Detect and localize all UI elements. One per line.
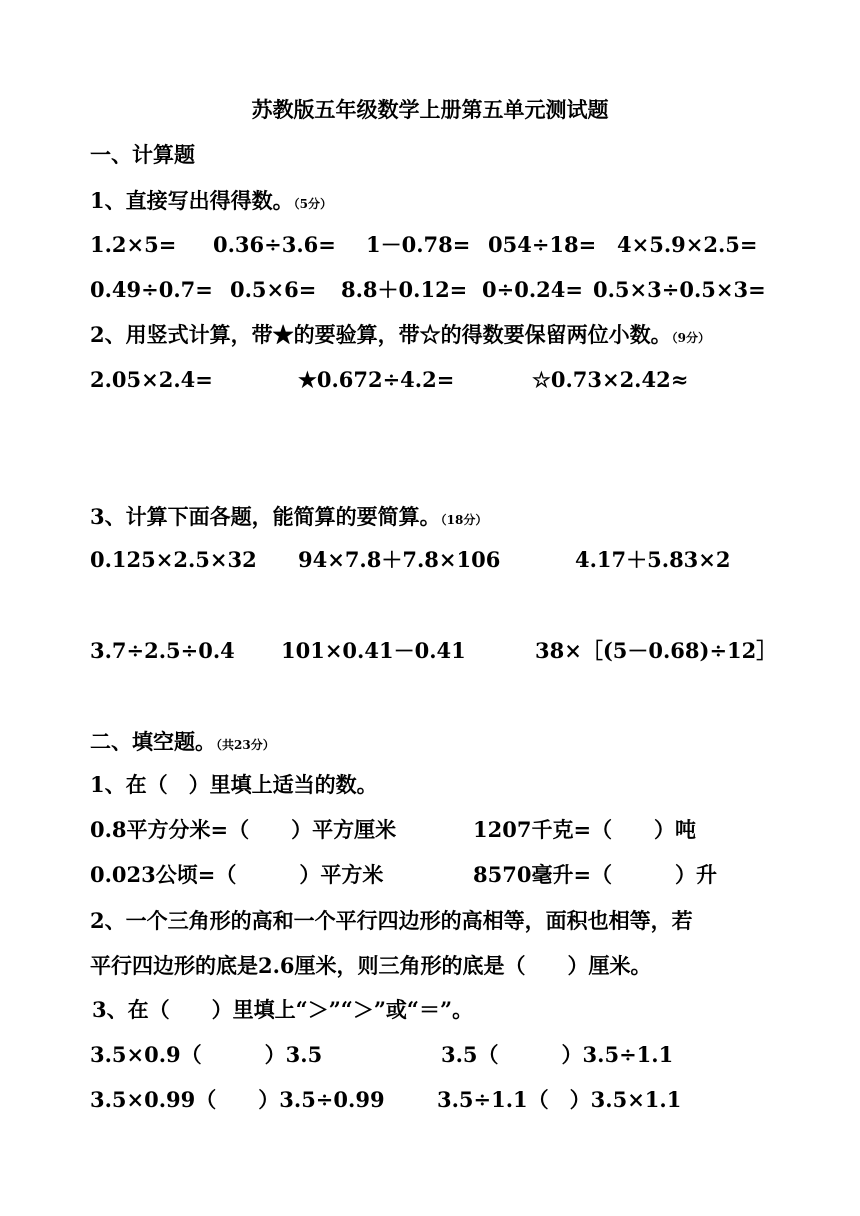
q2-score: （9分） <box>671 331 710 345</box>
s2-q1-item: 0.8平方分米=（ ）平方厘米 <box>90 817 397 842</box>
page-title: 苏教版五年级数学上册第五单元测试题 <box>251 97 609 122</box>
section1-heading: 一、计算题 <box>90 142 195 167</box>
q3-item: 38×［(5－0.68)÷12］ <box>535 638 778 663</box>
q1-item: 0.5×6= <box>230 277 317 302</box>
q3-item: 4.17＋5.83×2 <box>575 547 731 572</box>
s2-q1-item: 1207千克=（ ）吨 <box>473 817 697 842</box>
q3-label: 3、计算下面各题，能简算的要简算。 <box>90 504 441 529</box>
q3-item: 0.125×2.5×32 <box>90 547 257 572</box>
q1-item: 0.36÷3.6= <box>213 232 336 257</box>
q1-item: 054÷18= <box>488 232 597 257</box>
s2-q1-label: 1、在（ ）里填上适当的数。 <box>90 772 378 797</box>
q2-item: ★0.672÷4.2= <box>298 367 455 392</box>
q1-label: 1、直接写出得得数。 <box>90 188 294 213</box>
q1-item: 1.2×5= <box>90 232 177 257</box>
section2-heading: 二、填空题。 <box>90 729 216 754</box>
s2-q3-label: 3、在（ ）里填上“＞”“＞”或“＝”。 <box>92 997 474 1022</box>
s2-q2-line2: 平行四边形的底是2.6厘米，则三角形的底是（ ）厘米。 <box>90 953 652 978</box>
q3-label-line <box>90 505 487 532</box>
s2-q3-item: 3.5×0.99（ ）3.5÷0.99 <box>90 1087 385 1112</box>
q1-item: 0.49÷0.7= <box>90 277 213 302</box>
q1-item: 4×5.9×2.5= <box>617 232 758 257</box>
q1-label-line <box>90 189 332 216</box>
s2-q3-item: 3.5÷1.1（ ）3.5×1.1 <box>437 1087 682 1112</box>
q1-item: 0.5×3÷0.5×3= <box>593 277 766 302</box>
s2-q2-line1: 2、一个三角形的高和一个平行四边形的高相等，面积也相等，若 <box>90 908 693 933</box>
q1-item: 0÷0.24= <box>482 277 583 302</box>
s2-q3-item: 3.5×0.9（ ）3.5 <box>90 1042 323 1067</box>
q3-score: （18分） <box>440 513 488 527</box>
q3-item: 94×7.8＋7.8×106 <box>298 547 501 572</box>
q1-item: 8.8＋0.12= <box>341 277 468 302</box>
s2-q3-item: 3.5（ ）3.5÷1.1 <box>441 1042 674 1067</box>
q1-score: （5分） <box>293 197 332 211</box>
q3-item: 3.7÷2.5÷0.4 <box>90 638 235 663</box>
s2-q1-item: 8570毫升=（ ）升 <box>473 862 718 887</box>
section2-heading-line <box>90 730 275 757</box>
q1-item: 1－0.78= <box>366 232 471 257</box>
q2-item: ☆0.73×2.42≈ <box>532 367 689 392</box>
q2-label: 2、用竖式计算，带★的要验算，带☆的得数要保留两位小数。 <box>90 322 672 347</box>
q2-label-line <box>90 323 710 350</box>
section2-score: （共23分） <box>216 738 275 752</box>
q2-item: 2.05×2.4= <box>90 367 213 392</box>
s2-q1-item: 0.023公顷=（ ）平方米 <box>90 862 384 887</box>
q3-item: 101×0.41－0.41 <box>281 638 466 663</box>
